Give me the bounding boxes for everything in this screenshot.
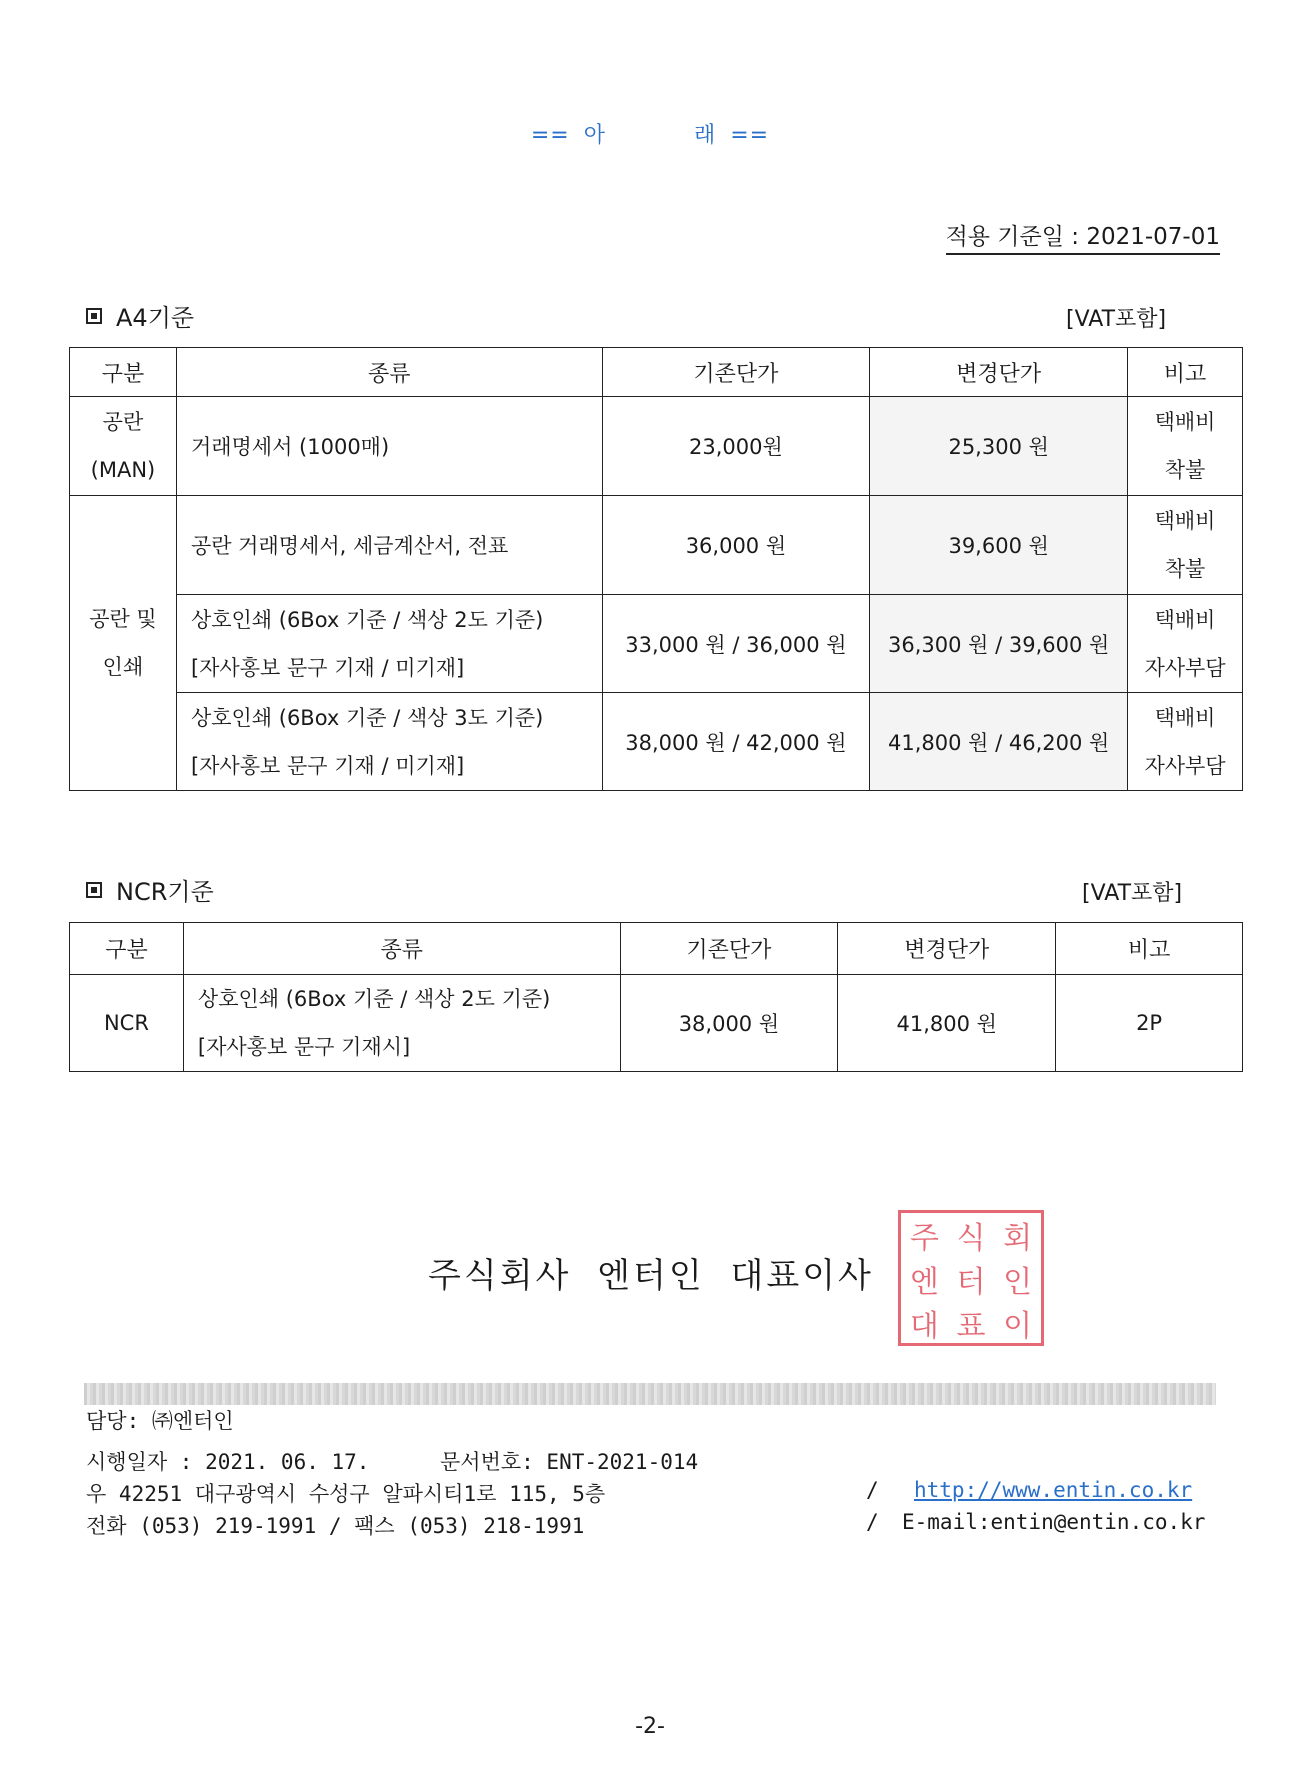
new-price-cell: 41,800 원 <box>838 975 1056 1072</box>
a4-title-text: A4기준 <box>116 304 195 332</box>
kind-cell: 상호인쇄 (6Box 기준 / 색상 3도 기준) [자사홍보 문구 기재 / 미기재] <box>176 693 602 791</box>
note-cell: 2P <box>1056 975 1243 1072</box>
a4-price-table <box>69 347 1243 791</box>
note-cell: 택배비 착불 <box>1128 397 1243 496</box>
table-row <box>70 693 1243 791</box>
heading-left: == 아 <box>530 123 606 148</box>
header-category: 구분 <box>70 348 177 397</box>
document-number: 문서번호: ENT-2021-014 <box>440 1450 699 1474</box>
header-kind: 종류 <box>176 348 602 397</box>
category-cell: 공란 및 인쇄 <box>70 496 177 791</box>
old-price-cell: 33,000 원 / 36,000 원 <box>602 595 870 693</box>
kind-cell: 거래명세서 (1000매) <box>176 397 602 496</box>
header-old-price: 기존단가 <box>602 348 870 397</box>
square-bullet-icon <box>86 882 102 898</box>
ncr-vat-label: [VAT포함] <box>1082 881 1183 906</box>
old-price-cell: 38,000 원 / 42,000 원 <box>602 693 870 791</box>
header-note: 비고 <box>1128 348 1243 397</box>
heading-right: 래 == <box>694 123 770 148</box>
email-address: E-mail:entin@entin.co.kr <box>902 1510 1206 1534</box>
old-price-cell: 38,000 원 <box>620 975 838 1072</box>
header-kind: 종류 <box>183 923 620 975</box>
table-row <box>70 397 1243 496</box>
old-price-cell: 23,000원 <box>602 397 870 496</box>
old-price-cell: 36,000 원 <box>602 496 870 595</box>
header-note: 비고 <box>1056 923 1243 975</box>
a4-section-title <box>86 298 194 333</box>
kind-cell: 상호인쇄 (6Box 기준 / 색상 2도 기준) [자사홍보 문구 기재시] <box>183 975 620 1072</box>
new-price-cell: 39,600 원 <box>870 496 1128 595</box>
page-number: -2- <box>635 1714 665 1739</box>
kind-cell: 상호인쇄 (6Box 기준 / 색상 2도 기준) [자사홍보 문구 기재 / 미기재] <box>176 595 602 693</box>
address: 우 42251 대구광역시 수성구 알파시티1로 115, 5층 <box>86 1482 606 1506</box>
notice-heading <box>0 118 1300 149</box>
header-new-price: 변경단가 <box>870 348 1128 397</box>
square-bullet-icon <box>86 308 102 324</box>
table-row <box>70 975 1243 1072</box>
new-price-cell: 25,300 원 <box>870 397 1128 496</box>
company-signature: 주식회사 엔터인 대표이사 <box>428 1256 874 1296</box>
header-new-price: 변경단가 <box>838 923 1056 975</box>
header-category: 구분 <box>70 923 184 975</box>
table-row <box>70 595 1243 693</box>
footer-divider-bar <box>84 1383 1216 1405</box>
table-header-row <box>70 348 1243 397</box>
category-cell: 공란 (MAN) <box>70 397 177 496</box>
new-price-cell: 36,300 원 / 39,600 원 <box>870 595 1128 693</box>
note-cell: 택배비 자사부담 <box>1128 693 1243 791</box>
ncr-title-text: NCR기준 <box>116 878 214 906</box>
new-price-cell: 41,800 원 / 46,200 원 <box>870 693 1128 791</box>
phone-fax: 전화 (053) 219-1991 / 팩스 (053) 218-1991 <box>86 1514 585 1538</box>
website-link[interactable]: http://www.entin.co.kr <box>914 1478 1193 1502</box>
issue-date: 시행일자 : 2021. 06. 17. <box>86 1450 370 1474</box>
ncr-price-table <box>69 922 1243 1072</box>
category-cell: NCR <box>70 975 184 1072</box>
effective-date: 적용 기준일 : 2021-07-01 <box>946 218 1220 255</box>
separator: / <box>866 1478 879 1502</box>
contact-person: 담당: ㈜엔터인 <box>86 1409 234 1433</box>
separator: / <box>866 1510 879 1534</box>
ncr-section-title <box>86 872 214 907</box>
table-row <box>70 496 1243 595</box>
table-header-row <box>70 923 1243 975</box>
note-cell: 택배비 자사부담 <box>1128 595 1243 693</box>
note-cell: 택배비 착불 <box>1128 496 1243 595</box>
company-seal-stamp: 주 식 회 엔 터 인 대 표 이 <box>898 1210 1044 1346</box>
header-old-price: 기존단가 <box>620 923 838 975</box>
kind-cell: 공란 거래명세서, 세금계산서, 전표 <box>176 496 602 595</box>
a4-vat-label: [VAT포함] <box>1066 307 1167 332</box>
